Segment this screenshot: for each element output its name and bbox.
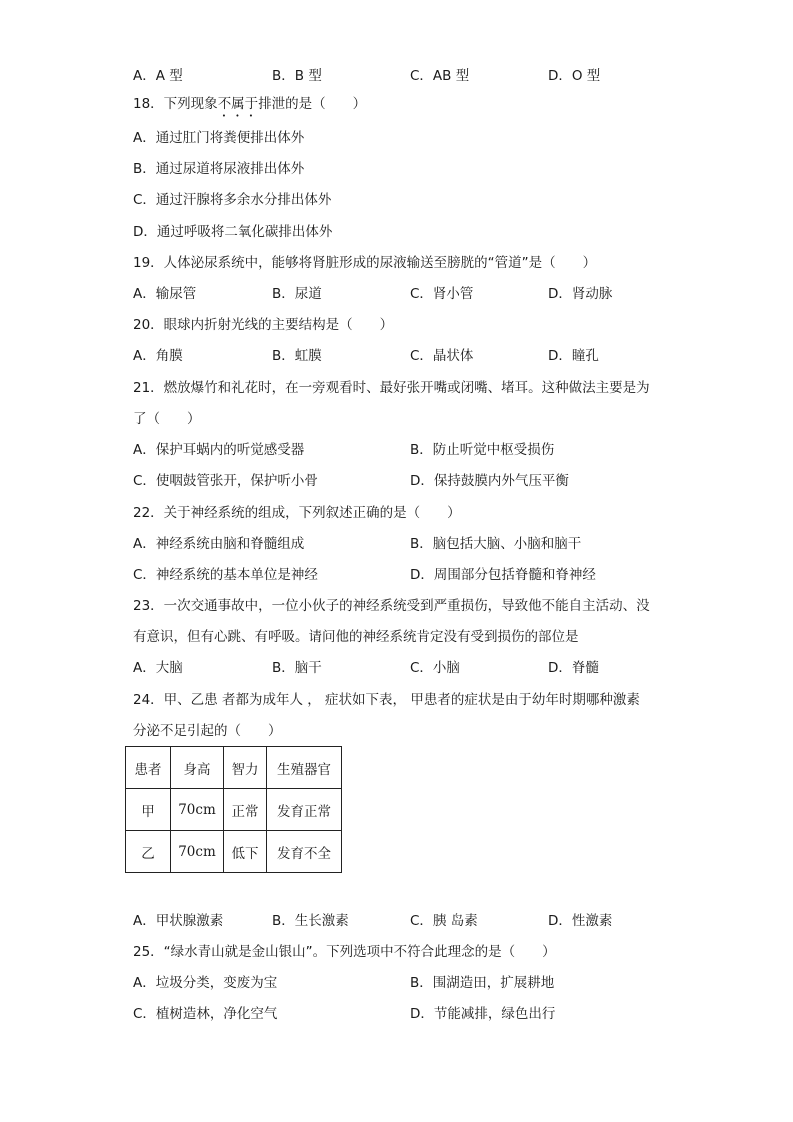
q18-stem-pre: 18．下列现象 [133, 96, 218, 112]
q18-stem-emphasis: 不属于 [217, 96, 259, 112]
q24-option-a: A．甲状腺激素 [133, 913, 224, 929]
q19-stem: 19．人体泌尿系统中，能够将肾脏形成的尿液输送至膀胱的“管道”是（ ） [133, 255, 597, 271]
table-cell: 正常 [224, 789, 267, 831]
q24-stem-line2: 分泌不足引起的（ ） [133, 723, 282, 739]
table-header-cell: 生殖器官 [267, 747, 342, 789]
q21-stem-line2: 了（ ） [133, 411, 201, 427]
q18-stem [133, 94, 366, 120]
table-header-cell: 智力 [224, 747, 267, 789]
table-cell: 乙 [126, 831, 171, 873]
q23-stem-line1: 23．一次交通事故中，一位小伙子的神经系统受到严重损伤，导致他不能自主活动、没 [133, 598, 650, 614]
q22-option-a: A．神经系统由脑和脊髓组成 [133, 536, 305, 552]
q24-stem-line1: 24．甲、乙患 者都为成年人 ， 症状如下表， 甲患者的症状是由于幼年时期哪种激素 [133, 692, 640, 708]
q19-option-c: C．肾小管 [410, 286, 474, 302]
q21-option-a: A．保护耳蜗内的听觉感受器 [133, 442, 305, 458]
q24-option-c: C．胰 岛素 [410, 913, 478, 929]
q22-stem: 22．关于神经系统的组成，下列叙述正确的是（ ） [133, 505, 461, 521]
q23-stem-line2: 有意识，但有心跳、有呼吸。请问他的神经系统肯定没有受到损伤的部位是 [133, 629, 579, 645]
q23-option-d: D．脊髓 [548, 660, 599, 676]
q25-option-a: A．垃圾分类，变废为宝 [133, 975, 278, 991]
symptom-table [125, 746, 342, 873]
q18-option-b: B．通过尿道将尿液排出体外 [133, 161, 305, 177]
q21-option-d: D．保持鼓膜内外气压平衡 [410, 473, 569, 489]
q18-option-c: C．通过汗腺将多余水分排出体外 [133, 192, 332, 208]
q20-option-c: C．晶状体 [410, 348, 474, 364]
q25-option-b: B．围湖造田，扩展耕地 [410, 975, 555, 991]
q23-option-a: A．大脑 [133, 660, 183, 676]
q19-option-a: A．输尿管 [133, 286, 197, 302]
table-header-cell: 患者 [126, 747, 171, 789]
q21-option-c: C．使咽鼓管张开，保护听小骨 [133, 473, 318, 489]
q24-option-d: D．性激素 [548, 913, 613, 929]
q18-stem-post: 排泄的是（ ） [258, 96, 367, 112]
q18-option-a: A．通过肛门将粪便排出体外 [133, 130, 305, 146]
table-cell: 70cm [171, 831, 224, 873]
q23-option-c: C．小脑 [410, 660, 460, 676]
q23-option-b: B．脑干 [272, 660, 322, 676]
q25-option-c: C．植树造林，净化空气 [133, 1006, 278, 1022]
q24-option-b: B．生长激素 [272, 913, 349, 929]
q20-stem: 20．眼球内折射光线的主要结构是（ ） [133, 317, 394, 333]
table-cell: 甲 [126, 789, 171, 831]
table-row [126, 789, 342, 831]
table-cell: 发育正常 [267, 789, 342, 831]
q25-option-d: D．节能减排，绿色出行 [410, 1006, 556, 1022]
table-row [126, 831, 342, 873]
q20-option-b: B．虹膜 [272, 348, 322, 364]
q19-option-b: B．尿道 [272, 286, 322, 302]
q22-option-d: D．周围部分包括脊髓和脊神经 [410, 567, 596, 583]
q20-option-a: A．角膜 [133, 348, 183, 364]
q22-option-c: C．神经系统的基本单位是神经 [133, 567, 318, 583]
table-cell: 低下 [224, 831, 267, 873]
table-cell: 发育不全 [267, 831, 342, 873]
table-cell: 70cm [171, 789, 224, 831]
q17-option-b: B．B 型 [272, 68, 322, 84]
table-header-row [126, 747, 342, 789]
q19-option-d: D．肾动脉 [548, 286, 613, 302]
q21-stem-line1: 21．燃放爆竹和礼花时，在一旁观看时、最好张开嘴或闭嘴、堵耳。这种做法主要是为 [133, 380, 650, 396]
q17-option-a: A．A 型 [133, 68, 183, 84]
q17-option-c: C．AB 型 [410, 68, 470, 84]
q22-option-b: B．脑包括大脑、小脑和脑干 [410, 536, 582, 552]
q18-option-d: D．通过呼吸将二氧化碳排出体外 [133, 224, 333, 240]
q25-stem: 25．“绿水青山就是金山银山”。下列选项中不符合此理念的是（ ） [133, 944, 556, 960]
q20-option-d: D．瞳孔 [548, 348, 599, 364]
table-header-cell: 身高 [171, 747, 224, 789]
q17-option-d: D．O 型 [548, 68, 601, 84]
q21-option-b: B．防止听觉中枢受损伤 [410, 442, 555, 458]
